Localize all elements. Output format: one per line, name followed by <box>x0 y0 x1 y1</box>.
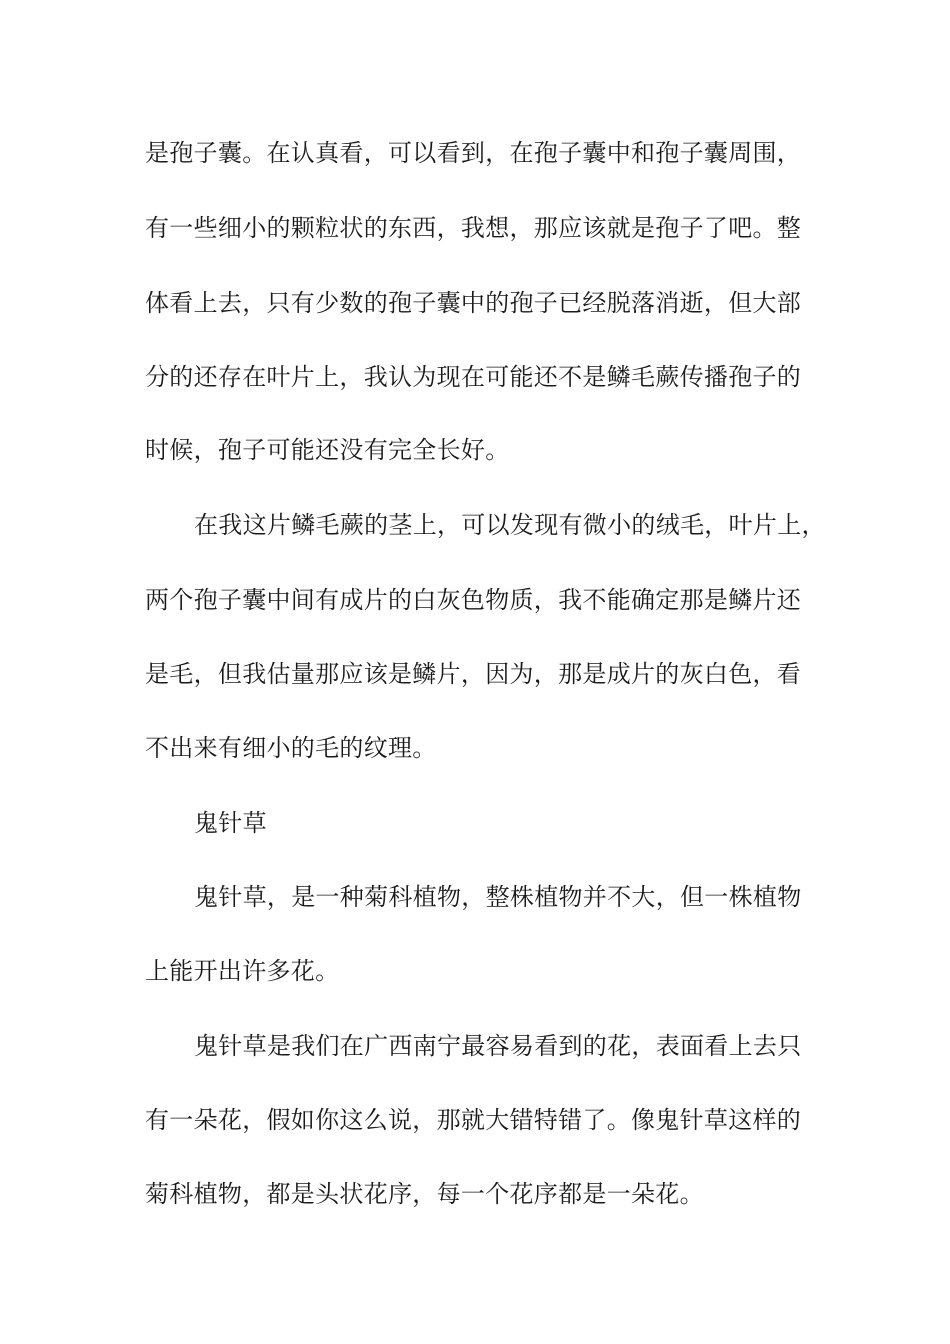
text-line: 两个孢子囊中间有成片的白灰色物质，我不能确定那是鳞片还 <box>145 586 802 614</box>
text-line: 上能开出许多花。 <box>145 957 340 985</box>
text-line: 鬼针草是我们在广西南宁最容易看到的花，表面看上去只 <box>194 1032 802 1060</box>
section-heading: 鬼针草 <box>194 809 267 837</box>
text-line: 体看上去，只有少数的孢子囊中的孢子已经脱落消逝，但大部 <box>145 289 802 317</box>
text-line: 是毛，但我估量那应该是鳞片，因为，那是成片的灰白色，看 <box>145 660 802 688</box>
text-line: 鬼针草，是一种菊科植物，整株植物并不大，但一株植物 <box>194 883 802 911</box>
text-line: 有一些细小的颗粒状的东西，我想，那应该就是孢子了吧。整 <box>145 214 802 242</box>
text-line: 是孢子囊。在认真看，可以看到，在孢子囊中和孢子囊周围， <box>145 139 802 167</box>
text-line: 分的还存在叶片上，我认为现在可能还不是鳞毛蕨传播孢子的 <box>145 363 802 391</box>
text-line: 在我这片鳞毛蕨的茎上，可以发现有微小的绒毛，叶片上， <box>194 511 826 539</box>
text-line: 有一朵花，假如你这么说，那就大错特错了。像鬼针草这样的 <box>145 1106 802 1134</box>
text-line: 菊科植物，都是头状花序，每一个花序都是一朵花。 <box>145 1180 704 1208</box>
text-line: 不出来有细小的毛的纹理。 <box>145 734 437 762</box>
text-line: 时候，孢子可能还没有完全长好。 <box>145 436 510 464</box>
